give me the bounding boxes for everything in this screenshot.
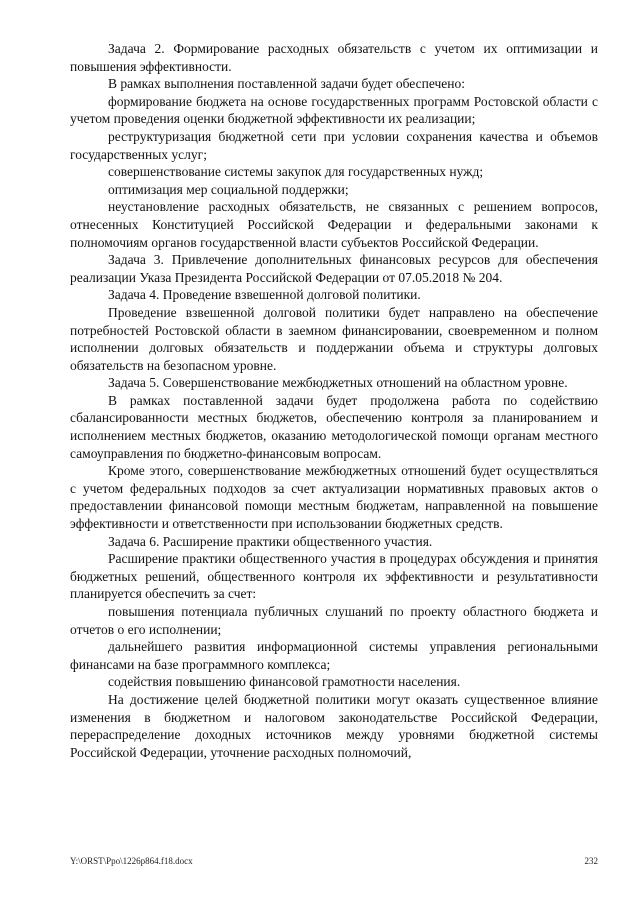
paragraph-task-6: Задача 6. Расширение практики общественного участия. xyxy=(108,533,433,549)
paragraph-task-4: Задача 4. Проведение взвешенной долговой политики. xyxy=(108,287,421,303)
paragraph-budget-policy-factors: На достижение целей бюджетной политики могут оказать существенное влияние изменения в бюджетном и налоговом законодательстве Российской Федерации, перераспределение доходных источников между уровнями бюджетной системы Российской Федерации, уточнение расходных полномочий, xyxy=(70,691,598,760)
footer-file-path: Y:\ORST\Ppo\1226p864.f18.docx xyxy=(70,856,193,866)
paragraph-task-5: Задача 5. Совершенствование межбюджетных отношений на областном уровне. xyxy=(108,375,568,391)
paragraph-local-budgets: В рамках поставленной задачи будет продолжена работа по содействию сбалансированности местных бюджетов, обеспечению контроля за планированием и исполнением местных бюджетов, оказанию методологической помощи органам местного самоуправления по бюджетно-финансовым вопросам. xyxy=(70,392,598,461)
list-item: совершенствование системы закупок для государственных нужд; xyxy=(108,164,484,180)
paragraph-interbudget-relations: Кроме этого, совершенствование межбюджетных отношений будет осуществляться с учетом федеральных подходов за счет актуализации нормативных правовых актов о предоставлении финансовой помощи местным бюджетам, направленной на повышение эффективности и ответственности при использовании бюджетных средств. xyxy=(70,463,598,532)
paragraph-task-2-intro: В рамках выполнения поставленной задачи будет обеспечено: xyxy=(108,76,466,92)
document-page xyxy=(70,40,598,840)
paragraph-public-participation: Расширение практики общественного участия в процедурах обсуждения и принятия бюджетных решений, общественного контроля их эффективности и результативности планируется обеспечить за счет: xyxy=(70,551,598,602)
list-item: реструктуризация бюджетной сети при условии сохранения качества и объемов государственных услуг; xyxy=(70,128,598,162)
list-item: содействия повышению финансовой грамотности населения. xyxy=(108,674,461,690)
list-item: дальнейшего развития информационной системы управления региональными финансами на базе программного комплекса; xyxy=(70,639,598,672)
list-item: формирование бюджета на основе государственных программ Ростовской области с учетом проведения оценки бюджетной эффективности их реализации; xyxy=(70,93,598,127)
paragraph-task-3: Задача 3. Привлечение дополнительных финансовых ресурсов для обеспечения реализации Указа Президента Российской Федерации от 07.05.2018 № 204. xyxy=(70,252,598,285)
page-footer xyxy=(70,856,598,870)
list-item: оптимизация мер социальной поддержки; xyxy=(108,181,349,197)
page-number: 232 xyxy=(584,856,598,866)
paragraph-debt-policy: Проведение взвешенной долговой политики будет направлено на обеспечение потребностей Ростовской области в заемном финансировании, своевременном и полном исполнении долговых обязательств и поддержании объема и структуры долговых обязательств на безопасном уровне. xyxy=(70,304,598,373)
list-item: неустановление расходных обязательств, не связанных с решением вопросов, отнесенных Конституцией Российской Федерации и федеральными законами к полномочиям органов государственной власти субъектов Российской Федерации. xyxy=(70,199,598,250)
list-item: повышения потенциала публичных слушаний по проекту областного бюджета и отчетов о его исполнении; xyxy=(70,604,598,637)
paragraph-task-2: Задача 2. Формирование расходных обязательств с учетом их оптимизации и повышения эффективности. xyxy=(70,41,598,74)
